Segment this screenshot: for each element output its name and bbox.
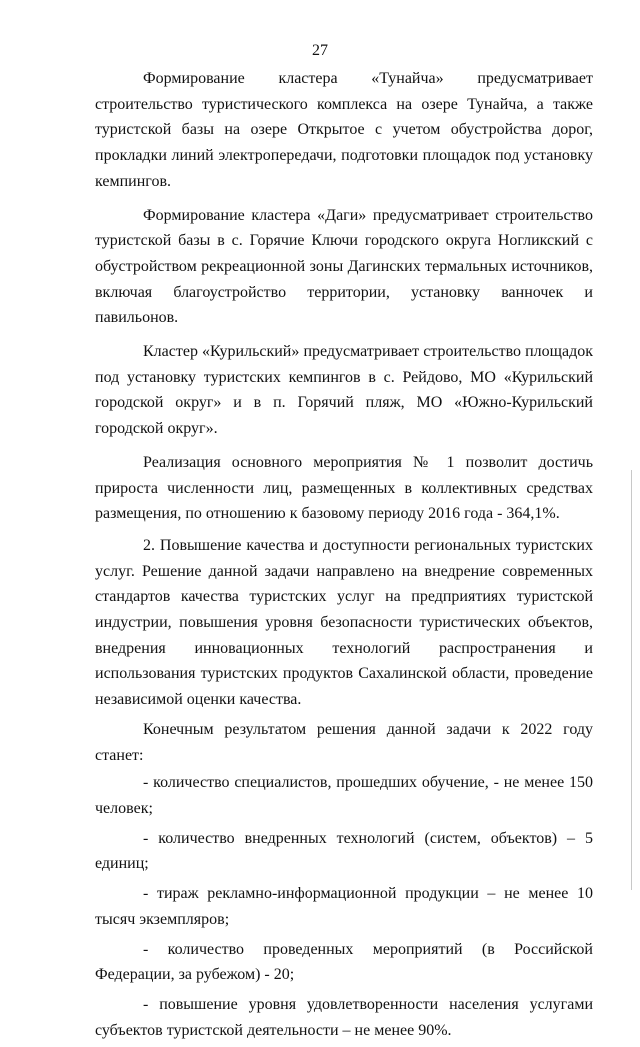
paragraph-cluster-tunaycha: Формирование кластера «Тунайча» предусматривает строительство туристического комплекса на озере Тунайча, а также туристской базы на озере Открытое с учетом обустройства дорог, прокладки линий электропередачи, подготовки площадок под установку кемпингов. xyxy=(95,70,593,190)
page-number: 27 xyxy=(312,42,328,59)
scan-edge-line xyxy=(631,470,632,890)
paragraph-cluster-dagi: Формирование кластера «Даги» предусматривает строительство туристской базы в с. Горячие Ключи городского округа Ногликский с обустройством рекреационной зоны Дагинских термальных источников, включая благоустройство территории, установку ванночек и павильонов. xyxy=(95,206,593,327)
paragraph-final-result-intro: Конечным результатом решения данной задачи к 2022 году станет: xyxy=(95,720,593,764)
list-item-specialists-trained: - количество специалистов, прошедших обучение, - не менее 150 человек; xyxy=(95,774,593,817)
list-item-satisfaction-level: - повышение уровня удовлетворенности населения услугами субъектов туристской деятельности – не менее 90%. xyxy=(95,995,593,1039)
document-body xyxy=(95,66,593,1047)
list-item-events-held: - количество проведенных мероприятий (в Российской Федерации, за рубежом) - 20; xyxy=(95,940,593,984)
paragraph-measure-result: Реализация основного мероприятия № 1 позволит достичь прироста численности лиц, размещенных в коллективных средствах размещения, по отношению к базовому периоду 2016 года - 364,1%. xyxy=(95,453,593,523)
list-item-promo-circulation: - тираж рекламно-информационной продукции – не менее 10 тысяч экземпляров; xyxy=(95,885,593,928)
paragraph-task-2: 2. Повышение качества и доступности региональных туристских услуг. Решение данной задачи направлено на внедрение современных стандартов качества туристских услуг на предприятиях туристской индустрии, повышения уровня безопасности туристических объектов, внедрения инновационных технологий распространения и использования туристских продуктов Сахалинской области, проведение независимой оценки качества. xyxy=(95,536,593,709)
paragraph-cluster-kurilsky: Кластер «Курильский» предусматривает строительство площадок под установку туристских кемпингов в с. Рейдово, МО «Курильский городской округ» и в п. Горячий пляж, МО «Южно-Курильский городской округ». xyxy=(95,343,593,438)
list-item-technologies-implemented: - количество внедренных технологий (систем, объектов) – 5 единиц; xyxy=(95,829,593,873)
